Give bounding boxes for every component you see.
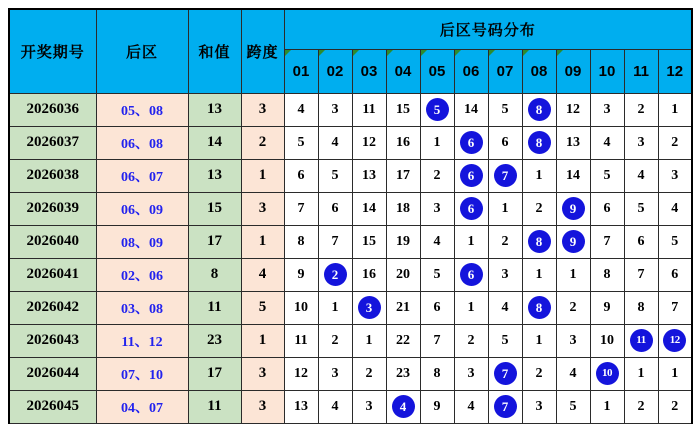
backzone-cell: 08、09 (96, 225, 188, 258)
backzone-cell: 06、09 (96, 192, 188, 225)
dist-cell-miss: 11 (284, 324, 318, 357)
lottery-ball: 7 (494, 395, 517, 418)
dist-cell-miss: 4 (420, 225, 454, 258)
dist-cell-miss: 2 (318, 324, 352, 357)
span-cell: 2 (241, 126, 284, 159)
dist-cell-miss: 9 (590, 291, 624, 324)
span-cell: 3 (241, 357, 284, 390)
dist-cell-miss: 22 (386, 324, 420, 357)
dist-cell-miss: 1 (658, 93, 692, 126)
cell-note-corner-marker (353, 50, 359, 56)
dist-cell-miss: 4 (284, 93, 318, 126)
col-header-distribution-title: 后区号码分布 (284, 9, 692, 49)
period-cell: 2026039 (9, 192, 96, 225)
dist-cell-miss: 6 (590, 192, 624, 225)
lottery-ball: 6 (460, 263, 483, 286)
lottery-ball: 8 (528, 230, 551, 253)
lottery-ball: 8 (528, 131, 551, 154)
dist-cell-miss: 3 (318, 357, 352, 390)
dist-cell-drawn (488, 357, 522, 390)
period-cell: 2026040 (9, 225, 96, 258)
dist-cell-miss: 7 (658, 291, 692, 324)
dist-cell-miss: 5 (284, 126, 318, 159)
span-cell: 3 (241, 93, 284, 126)
dist-cell-drawn (522, 126, 556, 159)
lottery-ball: 9 (562, 197, 585, 220)
dist-cell-drawn (590, 357, 624, 390)
lottery-ball: 6 (460, 131, 483, 154)
dist-column-header-03: 03 (352, 49, 386, 93)
dist-cell-miss: 1 (658, 357, 692, 390)
cell-note-corner-marker (455, 50, 461, 56)
dist-cell-miss: 2 (488, 225, 522, 258)
sum-cell: 23 (188, 324, 241, 357)
dist-cell-miss: 4 (488, 291, 522, 324)
lottery-ball: 6 (460, 164, 483, 187)
dist-cell-miss: 19 (386, 225, 420, 258)
dist-cell-drawn (420, 93, 454, 126)
dist-cell-miss: 16 (386, 126, 420, 159)
lottery-ball: 4 (392, 395, 415, 418)
col-header-backzone: 后区 (96, 9, 188, 93)
span-cell: 1 (241, 159, 284, 192)
cell-note-corner-marker (319, 50, 325, 56)
dist-cell-miss: 21 (386, 291, 420, 324)
dist-cell-miss: 7 (590, 225, 624, 258)
dist-cell-miss: 4 (318, 126, 352, 159)
dist-cell-miss: 20 (386, 258, 420, 291)
dist-cell-miss: 3 (624, 126, 658, 159)
dist-cell-miss: 1 (522, 258, 556, 291)
dist-cell-miss: 6 (488, 126, 522, 159)
cell-note-corner-marker (523, 50, 529, 56)
dist-cell-miss: 2 (522, 192, 556, 225)
dist-column-header-05: 05 (420, 49, 454, 93)
dist-cell-drawn (522, 93, 556, 126)
dist-cell-miss: 14 (352, 192, 386, 225)
dist-cell-miss: 1 (454, 225, 488, 258)
backzone-cell: 06、08 (96, 126, 188, 159)
dist-cell-miss: 8 (590, 258, 624, 291)
dist-cell-miss: 5 (420, 258, 454, 291)
dist-cell-miss: 2 (658, 390, 692, 423)
lottery-ball: 11 (630, 329, 653, 352)
dist-cell-miss: 1 (556, 258, 590, 291)
backzone-distribution-table (8, 8, 693, 424)
span-cell: 1 (241, 324, 284, 357)
dist-cell-miss: 14 (556, 159, 590, 192)
sum-cell: 17 (188, 225, 241, 258)
dist-column-header-09: 09 (556, 49, 590, 93)
table-row-2026043 (9, 324, 692, 357)
dist-cell-drawn (658, 324, 692, 357)
table-header (9, 9, 692, 93)
lottery-ball: 9 (562, 230, 585, 253)
dist-cell-miss: 3 (658, 159, 692, 192)
period-cell: 2026043 (9, 324, 96, 357)
dist-cell-miss: 2 (658, 126, 692, 159)
dist-cell-miss: 7 (318, 225, 352, 258)
cell-note-corner-marker (557, 50, 563, 56)
cell-note-corner-marker (285, 50, 291, 56)
dist-cell-miss: 16 (352, 258, 386, 291)
dist-cell-miss: 1 (624, 357, 658, 390)
dist-column-header-12: 12 (658, 49, 692, 93)
dist-column-header-08: 08 (522, 49, 556, 93)
table-row-2026036 (9, 93, 692, 126)
span-cell: 5 (241, 291, 284, 324)
dist-cell-miss: 2 (624, 93, 658, 126)
lottery-ball: 5 (426, 98, 449, 121)
span-cell: 3 (241, 390, 284, 423)
table-row-2026042 (9, 291, 692, 324)
dist-cell-miss: 3 (488, 258, 522, 291)
dist-cell-miss: 4 (556, 357, 590, 390)
dist-cell-miss: 1 (454, 291, 488, 324)
dist-cell-drawn (522, 225, 556, 258)
dist-cell-miss: 1 (318, 291, 352, 324)
sum-cell: 13 (188, 159, 241, 192)
dist-cell-miss: 4 (590, 126, 624, 159)
dist-cell-miss: 15 (386, 93, 420, 126)
dist-cell-drawn (386, 390, 420, 423)
dist-cell-miss: 8 (284, 225, 318, 258)
backzone-cell: 11、12 (96, 324, 188, 357)
table-row-2026038 (9, 159, 692, 192)
dist-cell-miss: 12 (352, 126, 386, 159)
span-cell: 4 (241, 258, 284, 291)
backzone-cell: 02、06 (96, 258, 188, 291)
dist-cell-miss: 12 (284, 357, 318, 390)
dist-cell-miss: 2 (454, 324, 488, 357)
dist-column-header-11: 11 (624, 49, 658, 93)
dist-cell-miss: 10 (284, 291, 318, 324)
dist-column-header-02: 02 (318, 49, 352, 93)
dist-cell-miss: 5 (318, 159, 352, 192)
dist-cell-miss: 8 (624, 291, 658, 324)
dist-column-header-01: 01 (284, 49, 318, 93)
dist-cell-miss: 23 (386, 357, 420, 390)
dist-cell-miss: 4 (454, 390, 488, 423)
cell-note-corner-marker (421, 50, 427, 56)
dist-cell-miss: 15 (352, 225, 386, 258)
dist-cell-miss: 2 (420, 159, 454, 192)
dist-cell-miss: 17 (386, 159, 420, 192)
dist-cell-miss: 2 (522, 357, 556, 390)
backzone-cell: 04、07 (96, 390, 188, 423)
dist-cell-miss: 1 (590, 390, 624, 423)
sum-cell: 13 (188, 93, 241, 126)
table-row-2026040 (9, 225, 692, 258)
sum-cell: 11 (188, 390, 241, 423)
table-row-2026044 (9, 357, 692, 390)
dist-cell-drawn (454, 192, 488, 225)
lottery-ball: 8 (528, 296, 551, 319)
dist-cell-drawn (454, 159, 488, 192)
dist-cell-miss: 1 (522, 324, 556, 357)
backzone-cell: 06、07 (96, 159, 188, 192)
table-row-2026045 (9, 390, 692, 423)
dist-cell-miss: 4 (658, 192, 692, 225)
cell-note-corner-marker (489, 50, 495, 56)
lottery-ball: 3 (358, 296, 381, 319)
dist-cell-miss: 9 (420, 390, 454, 423)
sum-cell: 8 (188, 258, 241, 291)
dist-cell-miss: 4 (318, 390, 352, 423)
span-cell: 1 (241, 225, 284, 258)
sum-cell: 17 (188, 357, 241, 390)
backzone-cell: 07、10 (96, 357, 188, 390)
dist-cell-miss: 3 (522, 390, 556, 423)
dist-cell-miss: 3 (590, 93, 624, 126)
dist-cell-miss: 5 (658, 225, 692, 258)
dist-cell-miss: 5 (488, 93, 522, 126)
period-cell: 2026038 (9, 159, 96, 192)
period-cell: 2026037 (9, 126, 96, 159)
dist-column-header-06: 06 (454, 49, 488, 93)
dist-cell-miss: 13 (352, 159, 386, 192)
sum-cell: 14 (188, 126, 241, 159)
backzone-cell: 03、08 (96, 291, 188, 324)
dist-cell-miss: 7 (624, 258, 658, 291)
dist-cell-miss: 2 (352, 357, 386, 390)
period-cell: 2026042 (9, 291, 96, 324)
dist-cell-miss: 5 (590, 159, 624, 192)
backzone-cell: 05、08 (96, 93, 188, 126)
dist-cell-drawn (454, 126, 488, 159)
dist-cell-miss: 14 (454, 93, 488, 126)
dist-column-header-10: 10 (590, 49, 624, 93)
dist-cell-miss: 13 (284, 390, 318, 423)
lottery-ball: 6 (460, 197, 483, 220)
dist-cell-miss: 3 (420, 192, 454, 225)
dist-cell-miss: 1 (488, 192, 522, 225)
dist-cell-miss: 1 (420, 126, 454, 159)
dist-cell-miss: 3 (318, 93, 352, 126)
dist-cell-miss: 4 (624, 159, 658, 192)
dist-cell-miss: 6 (420, 291, 454, 324)
lottery-ball: 12 (663, 329, 686, 352)
header-row-top (9, 9, 692, 49)
table-row-2026037 (9, 126, 692, 159)
dist-cell-drawn (488, 390, 522, 423)
dist-cell-drawn (522, 291, 556, 324)
period-cell: 2026041 (9, 258, 96, 291)
dist-cell-drawn (318, 258, 352, 291)
period-cell: 2026044 (9, 357, 96, 390)
col-header-sum: 和值 (188, 9, 241, 93)
dist-cell-drawn (556, 192, 590, 225)
dist-cell-drawn (488, 159, 522, 192)
dist-cell-miss: 5 (624, 192, 658, 225)
dist-cell-miss: 5 (556, 390, 590, 423)
period-cell: 2026045 (9, 390, 96, 423)
table-row-2026039 (9, 192, 692, 225)
sum-cell: 15 (188, 192, 241, 225)
sum-cell: 11 (188, 291, 241, 324)
dist-cell-miss: 3 (454, 357, 488, 390)
dist-cell-miss: 8 (420, 357, 454, 390)
lottery-ball: 2 (324, 263, 347, 286)
dist-cell-miss: 7 (420, 324, 454, 357)
lottery-ball: 7 (494, 362, 517, 385)
dist-cell-miss: 12 (556, 93, 590, 126)
dist-cell-miss: 6 (318, 192, 352, 225)
dist-cell-miss: 1 (522, 159, 556, 192)
table-row-2026041 (9, 258, 692, 291)
dist-cell-drawn (556, 225, 590, 258)
lottery-ball: 7 (494, 164, 517, 187)
dist-cell-miss: 7 (284, 192, 318, 225)
period-cell: 2026036 (9, 93, 96, 126)
table-body (9, 93, 692, 424)
lottery-ball: 10 (596, 362, 619, 385)
dist-cell-miss: 6 (624, 225, 658, 258)
dist-cell-miss: 3 (352, 390, 386, 423)
dist-cell-miss: 6 (658, 258, 692, 291)
col-header-span: 跨度 (241, 9, 284, 93)
cell-note-corner-marker (387, 50, 393, 56)
col-header-period: 开奖期号 (9, 9, 96, 93)
dist-cell-miss: 13 (556, 126, 590, 159)
dist-cell-miss: 2 (556, 291, 590, 324)
dist-cell-miss: 5 (488, 324, 522, 357)
dist-column-header-04: 04 (386, 49, 420, 93)
dist-column-header-07: 07 (488, 49, 522, 93)
dist-cell-drawn (352, 291, 386, 324)
dist-cell-miss: 18 (386, 192, 420, 225)
dist-cell-miss: 10 (590, 324, 624, 357)
dist-cell-miss: 11 (352, 93, 386, 126)
dist-cell-miss: 3 (556, 324, 590, 357)
lottery-ball: 8 (528, 98, 551, 121)
dist-cell-drawn (454, 258, 488, 291)
dist-cell-miss: 6 (284, 159, 318, 192)
span-cell: 3 (241, 192, 284, 225)
dist-cell-miss: 1 (352, 324, 386, 357)
dist-cell-miss: 2 (624, 390, 658, 423)
dist-cell-miss: 9 (284, 258, 318, 291)
dist-cell-drawn (624, 324, 658, 357)
